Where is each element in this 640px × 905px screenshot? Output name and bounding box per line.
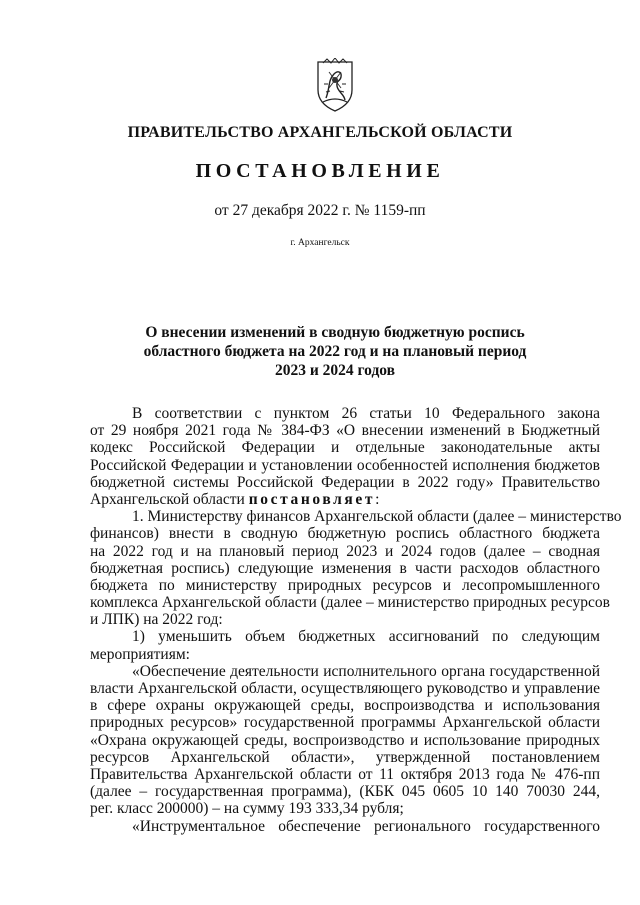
text-line: на 2022 год и на плановый период 2023 и 2024 годов (далее – сводная [90, 542, 600, 560]
document-city: г. Архангельск [290, 238, 350, 248]
text-line: «Охрана окружающей среды, воспроизводство и использование природных [90, 731, 600, 749]
paragraph-subitem-1 [90, 628, 600, 662]
text-fragment: Архангельской области [90, 490, 249, 508]
text-line: 1. Министерству финансов Архангельской области (далее – министерство [132, 508, 622, 526]
text-line: бюджетной системы Российской Федерации в 2022 году» Правительство [90, 473, 600, 491]
document-title [90, 323, 580, 380]
text-line: в сфере охраны окружающей среды, воспроизводства и использования [90, 697, 600, 715]
document-body [90, 405, 622, 835]
title-line: О внесении изменений в сводную бюджетную роспись [145, 324, 525, 341]
coat-of-arms-icon [314, 58, 356, 112]
resolves-keyword: постановляет [248, 490, 376, 508]
text-line: Российской Федерации и установлении особенностей исполнения бюджетов [90, 456, 600, 474]
text-line: 1) уменьшить объем бюджетных ассигнований по следующим [132, 628, 600, 646]
title-line: областного бюджета на 2022 год и на плановый период [143, 343, 527, 360]
text-line [90, 491, 600, 508]
paragraph-item-1 [90, 508, 622, 629]
organization-name: ПРАВИТЕЛЬСТВО АРХАНГЕЛЬСКОЙ ОБЛАСТИ [127, 124, 513, 141]
text-fragment: : [375, 490, 380, 508]
text-line: В соответствии с пунктом 26 статьи 10 Федерального закона [132, 405, 600, 422]
text-line: финансов) внести в сводную бюджетную роспись областного бюджета [90, 525, 600, 543]
text-line: власти Архангельской области, осуществляющего руководство и управление [90, 680, 600, 697]
text-line: «Обеспечение деятельности исполнительного органа государственной [132, 662, 600, 680]
text-line: мероприятиям: [90, 645, 190, 663]
text-line: кодекс Российской Федерации и отдельные законодательные акты [90, 439, 600, 457]
text-line: бюджета по министерству природных ресурсов и лесопромышленного [90, 576, 600, 594]
text-line: природных ресурсов» государственной программы Архангельской области [90, 714, 600, 732]
paragraph-activity-2 [90, 818, 600, 835]
text-line: рег. класс 200000) – на сумму 193 333,34 рубля; [90, 800, 404, 818]
text-line: ресурсов Архангельской области», утвержденной постановлением [90, 748, 600, 766]
paragraph-preamble [90, 405, 600, 508]
text-line: комплекса Архангельской области (далее – министерство природных ресурсов [90, 594, 610, 612]
text-line: Правительства Архангельской области от 11 октября 2013 года № 476-пп [90, 765, 600, 783]
text-line: (далее – государственная программа), (КБК 045 0605 10 140 70030 244, [90, 783, 600, 801]
text-line: от 29 ноября 2021 года № 384-ФЗ «О внесении изменений в Бюджетный [90, 422, 600, 440]
document-date-number: от 27 декабря 2022 г. № 1159-пп [214, 202, 426, 219]
text-line: «Инструментальное обеспечение регионального государственного [132, 817, 600, 835]
title-line: 2023 и 2024 годов [274, 362, 396, 379]
document-type: ПОСТАНОВЛЕНИЕ [195, 160, 445, 182]
paragraph-activity-1 [90, 663, 600, 818]
text-line: и ЛПК) на 2022 год: [90, 611, 223, 629]
text-line: бюджетная роспись) следующие изменения в части расходов областного [90, 559, 600, 577]
